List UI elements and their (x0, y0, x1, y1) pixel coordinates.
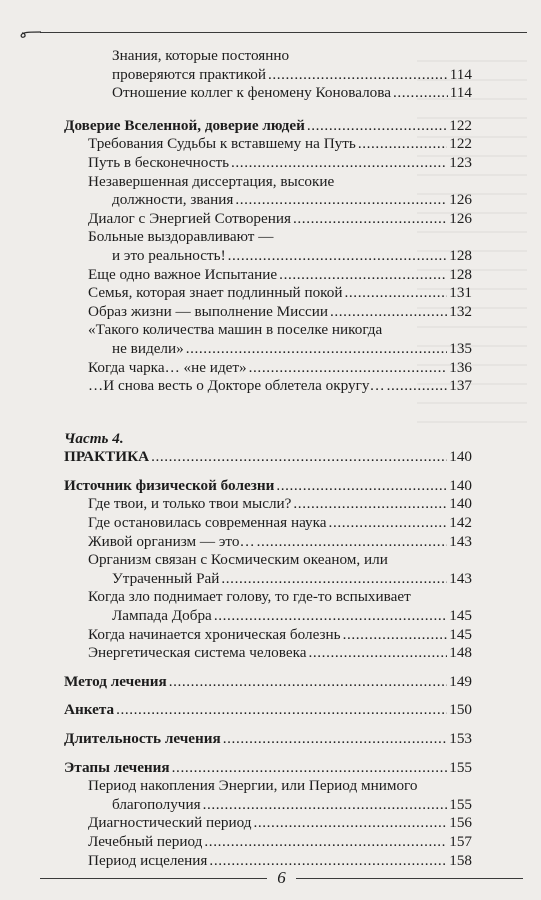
toc-page-number: 114 (449, 84, 472, 102)
toc-page-number: 137 (449, 377, 472, 395)
toc-entry-title-line: Знания, которые постоянно (112, 47, 290, 64)
dot-leader (249, 359, 448, 378)
toc-entry-title: Лечебный период (88, 832, 203, 850)
toc-page-number: 148 (449, 644, 472, 662)
toc-entry[interactable] (64, 210, 472, 229)
dot-leader (279, 266, 447, 285)
toc-page-number: 122 (449, 135, 472, 153)
dot-leader (257, 533, 448, 552)
toc-entry[interactable] (64, 84, 472, 103)
toc-page-number: 140 (449, 476, 472, 494)
toc-entry-title: Этапы лечения (64, 758, 170, 776)
toc-entry-title: Анкета (64, 701, 115, 719)
toc-page-number: 156 (449, 814, 472, 832)
toc-entry-title: Путь в бесконечность (88, 153, 230, 171)
toc-entry[interactable] (64, 533, 472, 552)
toc-gap (64, 691, 472, 701)
dot-leader (345, 284, 448, 303)
dot-leader (276, 477, 447, 496)
toc-section[interactable] (64, 759, 472, 778)
toc-page-number: 158 (449, 851, 472, 869)
toc-entry-title: Доверие Вселенной, доверие людей (64, 116, 305, 134)
toc-page-number: 155 (449, 795, 472, 813)
toc-entry[interactable] (64, 814, 472, 833)
toc-section[interactable] (64, 448, 472, 467)
toc-entry-title: Живой организм — это… (88, 532, 255, 550)
page-number: 6 (277, 868, 286, 887)
toc-page-number: 153 (449, 730, 472, 747)
toc-section[interactable] (64, 117, 472, 136)
toc-page-number: 149 (449, 672, 472, 690)
toc-entry-title: Еще одно важное Испытание (88, 265, 278, 283)
top-rule (40, 32, 527, 33)
toc-entry-title: Период исцеления (88, 851, 208, 869)
dot-leader (214, 607, 447, 626)
toc-page-number: 143 (449, 532, 472, 550)
dot-leader (329, 514, 448, 533)
toc-section[interactable] (64, 701, 472, 720)
dot-leader (151, 448, 447, 467)
dot-leader (293, 495, 447, 514)
toc-entry[interactable] (64, 495, 472, 514)
toc-entry-title-line: «Такого количества машин в поселке никогда (88, 321, 383, 339)
ornament-curl-icon (18, 24, 42, 40)
toc-page-number: 157 (449, 832, 472, 850)
toc-entry-title: проверяются практикой (112, 65, 266, 83)
toc-page-number: 145 (449, 625, 472, 643)
toc-gap (64, 663, 472, 673)
toc-page-number: 142 (449, 514, 472, 532)
toc-entry[interactable] (64, 173, 472, 210)
toc-entry[interactable] (64, 266, 472, 285)
toc-entry[interactable] (64, 551, 472, 588)
toc-entry[interactable] (64, 303, 472, 322)
toc-page-number: 140 (449, 448, 472, 466)
dot-leader (330, 303, 447, 322)
toc-entry[interactable] (64, 228, 472, 265)
toc-entry-title-line: Когда зло поднимает голову, то где-то вспыхивает (88, 588, 411, 606)
toc-page-number: 131 (449, 284, 472, 302)
toc-entry-title: Длительность лечения (64, 730, 221, 747)
toc-entry-title-line: Больные выздоравливают — (88, 228, 274, 246)
dot-leader (358, 135, 447, 154)
toc-section[interactable] (64, 673, 472, 692)
toc-gap (64, 396, 472, 430)
dot-leader (231, 154, 447, 173)
footer-rule-right (296, 878, 523, 879)
table-of-contents (64, 47, 472, 870)
dot-leader (393, 84, 448, 103)
toc-page-number: 126 (449, 209, 472, 227)
toc-entry[interactable] (64, 777, 472, 814)
toc-entry-title: Где твои, и только твои мысли? (88, 495, 292, 513)
toc-page-number: 135 (449, 339, 472, 357)
toc-page-number: 126 (449, 191, 472, 209)
toc-entry-title: Образ жизни — выполнение Миссии (88, 302, 328, 320)
toc-gap (64, 720, 472, 730)
toc-gap (64, 103, 472, 117)
dot-leader (293, 210, 447, 229)
toc-entry[interactable] (64, 359, 472, 378)
toc-entry-title: Источник физической болезни (64, 476, 275, 494)
toc-entry-title: Семья, которая знает подлинный покой (88, 284, 343, 302)
toc-entry-title: …И снова весть о Докторе облетела округу… (88, 377, 385, 395)
dot-leader (186, 340, 447, 359)
toc-page-number: 128 (449, 265, 472, 283)
dot-leader (235, 191, 447, 210)
dot-leader (223, 730, 447, 749)
toc-entry-title: Лампада Добра (112, 607, 212, 625)
footer-rule-left (40, 878, 267, 879)
toc-entry-title: Диалог с Энергией Сотворения (88, 209, 292, 227)
page-footer (40, 868, 523, 888)
toc-entry-title: Отношение коллег к феномену Коновалова (112, 84, 391, 102)
dot-leader (253, 814, 447, 833)
toc-entry[interactable] (64, 135, 472, 154)
toc-entry-title: Где остановилась современная наука (88, 514, 327, 532)
toc-entry[interactable] (64, 644, 472, 663)
toc-entry[interactable] (64, 833, 472, 852)
dot-leader (387, 377, 448, 396)
toc-page-number: 155 (449, 758, 472, 776)
toc-entry-title: не видели» (112, 339, 184, 357)
toc-entry-title: благополучия (112, 795, 201, 813)
toc-page-number: 132 (449, 302, 472, 320)
toc-entry-title: должности, звания (112, 191, 234, 209)
toc-entry[interactable] (64, 514, 472, 533)
part-label: Часть 4. (64, 429, 124, 447)
toc-section[interactable] (64, 477, 472, 496)
toc-entry-title: и это реальность! (112, 246, 226, 264)
dot-leader (204, 833, 447, 852)
toc-page-number: 136 (449, 358, 472, 376)
toc-entry-title-line: Организм связан с Космическим океаном, или (88, 551, 388, 569)
dot-leader (203, 796, 448, 815)
toc-page-number: 128 (449, 246, 472, 264)
toc-entry[interactable] (64, 154, 472, 173)
toc-entry[interactable] (64, 284, 472, 303)
toc-entry[interactable] (64, 588, 472, 625)
toc-entry-title: Требования Судьбы к вставшему на Путь (88, 135, 356, 153)
dot-leader (309, 644, 448, 663)
toc-entry[interactable] (64, 377, 472, 396)
dot-leader (116, 701, 447, 720)
dot-leader (172, 759, 448, 778)
toc-entry-title: Диагностический период (88, 814, 252, 832)
toc-entry-title-line: Период накопления Энергии, или Период мнимого (88, 777, 418, 795)
toc-gap (64, 749, 472, 759)
toc-entry[interactable] (64, 626, 472, 645)
toc-entry[interactable] (64, 47, 472, 84)
toc-entry-title: Метод лечения (64, 672, 167, 690)
toc-page-number: 114 (449, 65, 472, 83)
toc-entry-title: Утраченный Рай (112, 569, 220, 587)
dot-leader (268, 66, 448, 85)
toc-page-number: 123 (449, 153, 472, 171)
toc-entry[interactable] (64, 321, 472, 358)
toc-page-number: 143 (449, 569, 472, 587)
toc-gap (64, 467, 472, 477)
dot-leader (307, 117, 447, 136)
toc-entry-title-line: Незавершенная диссертация, высокие (88, 172, 335, 190)
dot-leader (169, 673, 448, 692)
toc-page-number: 122 (449, 116, 472, 134)
toc-page-number: 145 (449, 607, 472, 625)
toc-section[interactable] (64, 730, 472, 749)
dot-leader (343, 626, 448, 645)
toc-entry-title: ПРАКТИКА (64, 448, 150, 466)
toc-entry-title: Когда чарка… «не идет» (88, 358, 247, 376)
toc-entry-title: Энергетическая система человека (88, 644, 307, 662)
toc-page-number: 150 (449, 701, 472, 719)
dot-leader (228, 247, 448, 266)
dot-leader (221, 570, 447, 589)
toc-page-number: 140 (449, 495, 472, 513)
toc-entry-title: Когда начинается хроническая болезнь (88, 625, 341, 643)
